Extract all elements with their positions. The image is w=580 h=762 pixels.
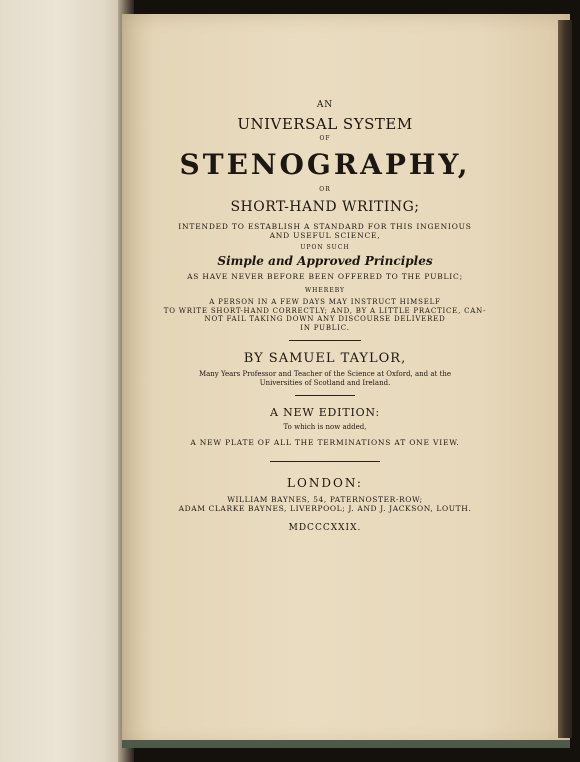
publisher-block	[160, 495, 490, 513]
person-line-1: A PERSON IN A FEW DAYS MAY INSTRUCT HIMSELF	[209, 298, 441, 307]
intended-block	[160, 222, 490, 240]
title-an: AN	[316, 100, 334, 110]
credentials-line-2: Universities of Scotland and Ireland.	[259, 378, 391, 387]
title-of: OF	[319, 134, 331, 142]
title-or: OR	[319, 185, 331, 193]
title-universal-system: UNIVERSAL SYSTEM	[237, 114, 413, 133]
upon-such: UPON SUCH	[300, 243, 350, 251]
divider-rule-1	[289, 340, 361, 341]
author-credentials	[160, 370, 490, 387]
as-never-before: AS HAVE NEVER BEFORE BEEN OFFERED TO THE PUBLIC;	[187, 272, 463, 282]
now-added: To which is now added,	[283, 423, 367, 432]
whereby: WHEREBY	[305, 287, 345, 295]
new-plate-line: A NEW PLATE OF ALL THE TERMINATIONS AT ONE VIEW.	[190, 437, 460, 447]
intended-line-2: AND USEFUL SCIENCE,	[269, 230, 381, 240]
simple-approved-principles: Simple and Approved Principles	[217, 253, 433, 268]
person-line-2: TO WRITE SHORT-HAND CORRECTLY; AND, BY A LITTLE PRACTICE, CAN-	[163, 306, 487, 315]
title-stenography: STENOGRAPHY,	[179, 147, 471, 181]
title-short-hand-writing: SHORT-HAND WRITING;	[230, 198, 420, 215]
person-block	[160, 298, 490, 332]
divider-rule-2	[295, 395, 355, 396]
edition-heading: A NEW EDITION:	[270, 406, 380, 420]
credentials-line-1: Many Years Professor and Teacher of the Science at Oxford, and at the	[198, 370, 452, 379]
book-cover-edge	[122, 740, 570, 748]
divider-rule-3	[270, 461, 380, 462]
left-blank-page	[0, 0, 128, 762]
publication-year: MDCCCXXIX.	[288, 523, 362, 534]
author-line: BY SAMUEL TAYLOR,	[243, 350, 407, 366]
person-line-3: NOT FAIL TAKING DOWN ANY DISCOURSE DELIVERED	[204, 315, 446, 324]
intended-line-1: INTENDED TO ESTABLISH A STANDARD FOR THIS INGENIOUS	[178, 221, 472, 231]
publisher-line-1: WILLIAM BAYNES, 54, PATERNOSTER-ROW;	[227, 495, 423, 505]
title-page-text	[160, 100, 490, 534]
person-line-4: IN PUBLIC.	[300, 323, 350, 332]
page-edge-shadow	[558, 20, 572, 738]
imprint-city: LONDON:	[287, 475, 363, 490]
publisher-line-2: ADAM CLARKE BAYNES, LIVERPOOL; J. AND J. JACKSON, LOUTH.	[178, 504, 472, 514]
